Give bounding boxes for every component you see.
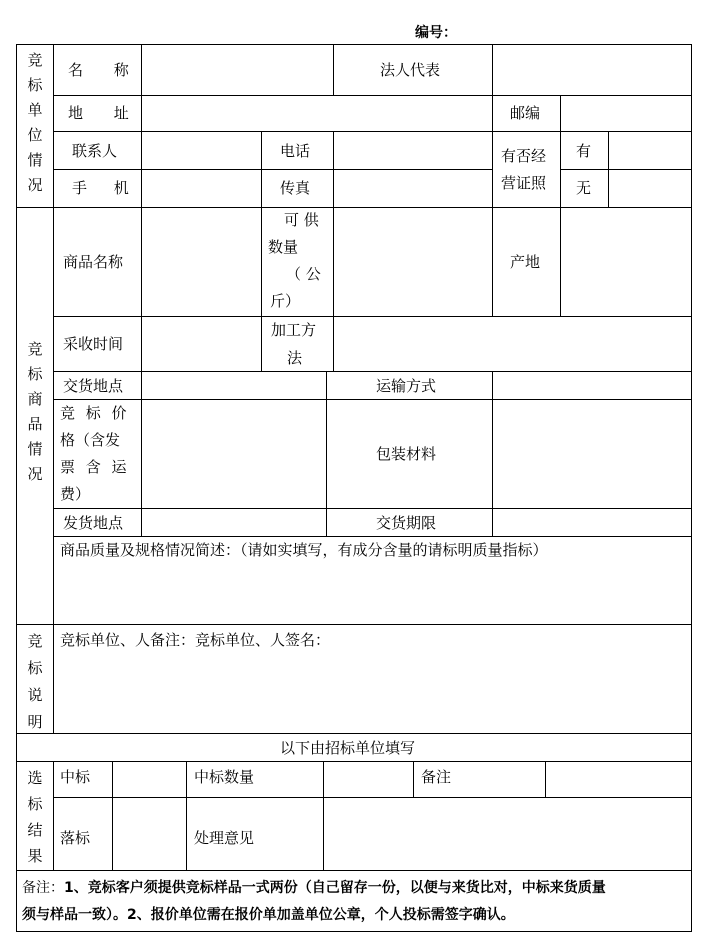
contact-label: 联系人 bbox=[72, 142, 118, 160]
remark-label: 备注 bbox=[421, 768, 452, 786]
name-value-cell[interactable] bbox=[141, 44, 334, 96]
delivery-place-label: 交货地点 bbox=[63, 377, 124, 395]
postcode-value-cell[interactable] bbox=[560, 95, 692, 132]
phone-label: 电话 bbox=[280, 142, 311, 160]
processing-value-cell[interactable] bbox=[333, 316, 692, 372]
handling-value-cell[interactable] bbox=[323, 797, 692, 871]
footnote-line1 bbox=[22, 878, 606, 898]
packaging-value-cell[interactable] bbox=[492, 399, 692, 509]
fax-value-cell[interactable] bbox=[333, 169, 493, 208]
supply-qty-value-cell[interactable] bbox=[333, 207, 493, 317]
price-label-line4: 费） bbox=[60, 485, 91, 503]
product-name-label: 商品名称 bbox=[63, 253, 124, 271]
goods-side-label: 竞标商品情况 bbox=[27, 340, 43, 483]
lost-label: 落标 bbox=[60, 829, 91, 847]
legal-rep-value-cell[interactable] bbox=[492, 44, 692, 96]
footnote-text-line1: 1、竞标客户须提供竞标样品一式两份（自己留存一份，以便与来货比对，中标来货质量 bbox=[64, 880, 606, 896]
won-qty-value-cell[interactable] bbox=[323, 761, 414, 798]
license-label-line2: 营证照 bbox=[501, 174, 547, 192]
supply-qty-line1: 可 供 bbox=[284, 211, 319, 229]
won-qty-label: 中标数量 bbox=[194, 768, 255, 786]
postcode-label: 邮编 bbox=[510, 104, 541, 122]
fax-label: 传真 bbox=[280, 179, 311, 197]
delivery-place-value-cell[interactable] bbox=[141, 371, 327, 400]
license-label-cell bbox=[492, 131, 561, 208]
license-label-line1: 有否经 bbox=[501, 147, 547, 165]
won-value-cell[interactable] bbox=[112, 761, 187, 798]
transport-label: 运输方式 bbox=[376, 377, 437, 395]
transport-value-cell[interactable] bbox=[492, 371, 692, 400]
supply-qty-line4: 斤） bbox=[270, 292, 301, 310]
price-label-line2: 格（含发 bbox=[60, 431, 121, 449]
license-yes-label: 有 bbox=[576, 142, 592, 160]
processing-label-line1: 加工方 bbox=[271, 321, 317, 339]
harvest-time-value-cell[interactable] bbox=[141, 316, 262, 372]
processing-label-line2: 法 bbox=[287, 349, 303, 367]
name-label: 名 称 bbox=[68, 61, 129, 79]
price-label-line1: 竞 标 价 bbox=[60, 404, 127, 422]
result-side-label: 选标结果 bbox=[27, 769, 43, 865]
product-name-value-cell[interactable] bbox=[141, 207, 262, 317]
delivery-deadline-value-cell[interactable] bbox=[492, 508, 692, 537]
price-label-line3: 票 含 运 bbox=[60, 458, 127, 476]
footnote-prefix: 备注： bbox=[22, 880, 64, 896]
delivery-deadline-label: 交货期限 bbox=[376, 514, 437, 532]
legal-rep-label: 法人代表 bbox=[380, 61, 441, 79]
remarks-side-label: 竞标说明 bbox=[27, 632, 43, 731]
price-value-cell[interactable] bbox=[141, 399, 327, 509]
tender-banner: 以下由招标单位填写 bbox=[280, 739, 416, 757]
license-yes-value-cell[interactable] bbox=[608, 131, 692, 170]
serial-number-label: 编号： bbox=[415, 25, 457, 41]
mobile-label: 手 机 bbox=[72, 179, 129, 197]
shipping-place-label: 发货地点 bbox=[63, 514, 124, 532]
unit-side-label: 竞标单位情况 bbox=[27, 51, 43, 194]
quality-desc-text: 商品质量及规格情况简述：（请如实填写，有成分含量的请标明质量指标） bbox=[60, 541, 548, 559]
contact-value-cell[interactable] bbox=[141, 131, 262, 170]
harvest-time-label: 采收时间 bbox=[63, 335, 124, 353]
remarks-text: 竞标单位、人备注：竞标单位、人签名： bbox=[60, 631, 331, 649]
mobile-value-cell[interactable] bbox=[141, 169, 262, 208]
shipping-place-value-cell[interactable] bbox=[141, 508, 327, 537]
address-label: 地 址 bbox=[68, 104, 129, 122]
footnote-line2: 须与样品一致）。2、报价单位需在报价单加盖单位公章，个人投标需签字确认。 bbox=[22, 907, 515, 923]
phone-value-cell[interactable] bbox=[333, 131, 493, 170]
supply-qty-line2: 数量 bbox=[268, 238, 299, 256]
lost-value-cell[interactable] bbox=[112, 797, 187, 871]
origin-value-cell[interactable] bbox=[560, 207, 692, 317]
packaging-label: 包装材料 bbox=[376, 445, 437, 463]
supply-qty-line3: （ 公 bbox=[286, 265, 321, 283]
license-no-label: 无 bbox=[576, 179, 592, 197]
won-label: 中标 bbox=[60, 768, 91, 786]
address-value-cell[interactable] bbox=[141, 95, 493, 132]
handling-label: 处理意见 bbox=[194, 829, 255, 847]
origin-label: 产地 bbox=[510, 253, 541, 271]
license-no-value-cell[interactable] bbox=[608, 169, 692, 208]
remark-value-cell[interactable] bbox=[545, 761, 692, 798]
